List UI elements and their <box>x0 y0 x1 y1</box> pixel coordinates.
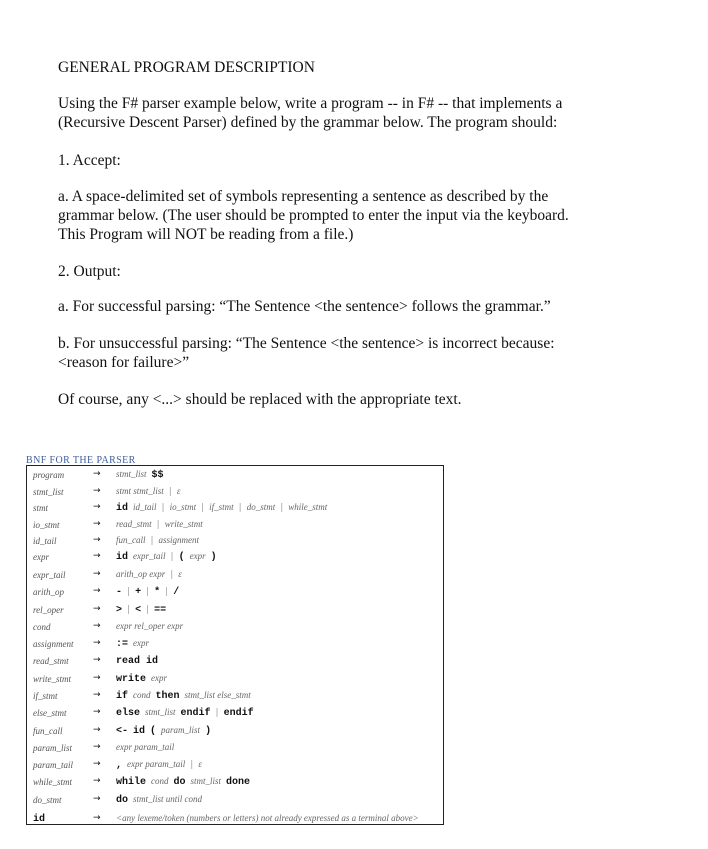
bnf-nonterminal: stmt_list <box>145 707 176 717</box>
bnf-alternative-separator: | <box>170 552 174 562</box>
bnf-nonterminal: io_stmt <box>169 502 197 512</box>
bnf-rule-row <box>27 793 443 810</box>
bnf-rule-lhs: id_tail <box>33 536 57 546</box>
accept-item-a-line-3: This Program will NOT be reading from a file.) <box>58 226 354 243</box>
bnf-nonterminal: id_tail <box>133 502 157 512</box>
bnf-nonterminal: stmt_list until cond <box>133 794 203 804</box>
bnf-terminal: $$ <box>151 470 164 481</box>
bnf-rule-lhs: param_list <box>33 743 73 753</box>
bnf-terminal: while <box>116 777 147 788</box>
bnf-alternative-separator: | <box>280 503 284 513</box>
bnf-terminal: ( <box>150 726 157 737</box>
bnf-rule-lhs: param_tail <box>33 760 74 770</box>
bnf-rule-lhs: while_stmt <box>33 777 73 787</box>
bnf-rule-rhs <box>116 742 174 752</box>
bnf-rule-row <box>27 485 443 502</box>
bnf-nonterminal: stmt_list else_stmt <box>184 690 251 700</box>
bnf-rule-rhs <box>116 794 202 806</box>
bnf-rule-arrow: → <box>93 759 101 769</box>
intro-line-2: (Recursive Descent Parser) defined by the grammar below. The program should: <box>58 114 558 131</box>
output-item-b-line-1: b. For unsuccessful parsing: “The Sentence <the sentence> is incorrect because: <box>58 335 555 352</box>
bnf-rule-row <box>27 775 443 792</box>
bnf-rule-row <box>27 741 443 758</box>
bnf-nonterminal: ε <box>178 569 182 579</box>
bnf-rule-arrow: → <box>93 469 101 479</box>
bnf-nonterminal: if_stmt <box>209 502 234 512</box>
bnf-terminal: endif <box>180 708 211 719</box>
bnf-alternative-separator: | <box>165 587 169 597</box>
bnf-alternative-separator: | <box>146 587 150 597</box>
bnf-terminal: ) <box>205 726 212 737</box>
bnf-rule-row <box>27 603 443 620</box>
bnf-rule-rhs <box>116 569 182 580</box>
bnf-rule-lhs: expr_tail <box>33 570 66 580</box>
bnf-terminal: write <box>116 674 147 685</box>
bnf-rule-rhs <box>116 621 183 631</box>
bnf-nonterminal: arith_op expr <box>116 569 166 579</box>
bnf-rule-lhs: else_stmt <box>33 708 67 718</box>
bnf-rule-lhs: expr <box>33 552 49 562</box>
bnf-rule-row <box>27 672 443 689</box>
bnf-nonterminal: stmt_list <box>116 469 147 479</box>
bnf-rule-rhs <box>116 604 166 616</box>
bnf-rule-arrow: → <box>93 794 101 804</box>
bnf-rule-row <box>27 501 443 518</box>
bnf-rule-lhs: write_stmt <box>33 674 72 684</box>
bnf-rule-row <box>27 654 443 671</box>
output-heading: 2. Output: <box>58 263 121 280</box>
bnf-terminal: else <box>116 708 141 719</box>
bnf-rule-arrow: → <box>93 621 101 631</box>
bnf-terminal: == <box>154 605 167 616</box>
bnf-rule-arrow: → <box>93 569 101 579</box>
bnf-nonterminal: expr <box>189 551 206 561</box>
bnf-rule-row <box>27 550 443 567</box>
bnf-rule-lhs: read_stmt <box>33 656 69 666</box>
bnf-rule-lhs: if_stmt <box>33 691 58 701</box>
bnf-rule-lhs: assignment <box>33 639 74 649</box>
bnf-rule-rhs <box>116 776 250 788</box>
bnf-rule-rhs <box>116 813 419 823</box>
bnf-rule-row <box>27 758 443 775</box>
bnf-nonterminal: read_stmt <box>116 519 152 529</box>
bnf-nonterminal: assignment <box>158 535 200 545</box>
bnf-rule-lhs: io_stmt <box>33 520 60 530</box>
bnf-terminal: do <box>116 795 129 806</box>
bnf-terminal: / <box>173 587 180 598</box>
bnf-rule-arrow: → <box>93 742 101 752</box>
bnf-nonterminal: param_list <box>161 725 201 735</box>
bnf-rule-arrow: → <box>93 673 101 683</box>
bnf-terminal: done <box>226 777 251 788</box>
output-item-a: a. For successful parsing: “The Sentence <the sentence> follows the grammar.” <box>58 298 551 315</box>
bnf-terminal: endif <box>223 708 254 719</box>
bnf-rule-rhs <box>116 486 180 497</box>
accept-heading: 1. Accept: <box>58 152 121 169</box>
bnf-alternative-separator: | <box>146 605 150 615</box>
bnf-rule-row <box>27 706 443 723</box>
bnf-rule-row <box>27 812 443 829</box>
bnf-rule-rhs <box>116 519 203 530</box>
bnf-rule-lhs: rel_oper <box>33 605 64 615</box>
bnf-nonterminal: cond <box>133 690 151 700</box>
accept-item-a-line-1: a. A space-delimited set of symbols representing a sentence as described by the <box>58 188 549 205</box>
bnf-terminal: do <box>173 777 186 788</box>
bnf-alternative-separator: | <box>215 708 219 718</box>
bnf-nonterminal: cond <box>151 776 169 786</box>
bnf-rule-arrow: → <box>93 519 101 529</box>
bnf-terminal: + <box>135 587 142 598</box>
bnf-rule-arrow: → <box>93 655 101 665</box>
bnf-rule-row <box>27 585 443 602</box>
bnf-rule-rhs <box>116 502 327 514</box>
bnf-alternative-separator: | <box>161 503 165 513</box>
bnf-nonterminal: expr <box>133 638 150 648</box>
bnf-nonterminal: expr param_tail <box>127 759 186 769</box>
bnf-rule-row <box>27 620 443 637</box>
bnf-rule-arrow: → <box>93 535 101 545</box>
bnf-rule-rhs <box>116 551 217 563</box>
bnf-terminal: := <box>116 639 129 650</box>
bnf-nonterminal: stmt_list <box>190 776 222 786</box>
bnf-terminal: - <box>116 587 123 598</box>
bnf-terminal: < <box>135 605 142 616</box>
bnf-rule-arrow: → <box>93 690 101 700</box>
bnf-rule-rhs <box>116 673 167 685</box>
bnf-title: BNF FOR THE PARSER <box>26 455 136 466</box>
intro-line-1: Using the F# parser example below, write a program -- in F# -- that implements a <box>58 95 563 112</box>
bnf-nonterminal: ε <box>176 486 181 496</box>
bnf-rule-arrow: → <box>93 707 101 717</box>
bnf-terminal: , <box>116 760 123 771</box>
bnf-alternative-separator: | <box>201 503 205 513</box>
bnf-rule-rhs <box>116 759 202 771</box>
bnf-rule-row <box>27 689 443 706</box>
bnf-rule-arrow: → <box>93 551 101 561</box>
bnf-terminal: id <box>116 552 129 563</box>
bnf-terminal: * <box>154 587 161 598</box>
bnf-alternative-separator: | <box>156 520 160 530</box>
bnf-nonterminal: while_stmt <box>288 502 328 512</box>
bnf-rule-rhs <box>116 690 251 702</box>
bnf-rule-row <box>27 534 443 551</box>
bnf-rule-lhs: id <box>33 814 46 825</box>
bnf-rule-row <box>27 568 443 585</box>
bnf-terminal: > <box>116 605 123 616</box>
bnf-rule-lhs: arith_op <box>33 587 65 597</box>
bnf-rule-lhs: program <box>33 470 65 480</box>
bnf-alternative-separator: | <box>127 587 131 597</box>
closing-note: Of course, any <...> should be replaced with the appropriate text. <box>58 391 462 408</box>
bnf-rule-arrow: → <box>93 813 101 823</box>
bnf-rule-row <box>27 468 443 485</box>
bnf-nonterminal: ε <box>198 759 202 769</box>
bnf-terminal: then <box>155 691 180 702</box>
bnf-rule-rhs <box>116 586 179 598</box>
bnf-alternative-separator: | <box>127 605 131 615</box>
bnf-terminal: ) <box>210 552 217 563</box>
bnf-rule-row <box>27 724 443 741</box>
bnf-alternative-separator: | <box>190 760 194 770</box>
bnf-alternative-separator: | <box>168 487 172 497</box>
bnf-rule-arrow: → <box>93 604 101 614</box>
bnf-rule-rhs <box>116 469 164 481</box>
bnf-terminal: <- <box>116 726 129 737</box>
bnf-rule-lhs: do_stmt <box>33 795 62 805</box>
bnf-terminal: read id <box>116 656 159 667</box>
bnf-nonterminal: stmt stmt_list <box>116 486 164 496</box>
output-item-b-line-2: <reason for failure>” <box>58 354 190 371</box>
bnf-rule-lhs: cond <box>33 622 51 632</box>
bnf-nonterminal: expr_tail <box>133 551 166 561</box>
bnf-rule-arrow: → <box>93 638 101 648</box>
bnf-rule-arrow: → <box>93 502 101 512</box>
bnf-rule-row <box>27 637 443 654</box>
bnf-nonterminal: expr param_tail <box>116 742 175 752</box>
bnf-grammar-table <box>26 465 444 825</box>
bnf-nonterminal: write_stmt <box>164 519 203 529</box>
bnf-nonterminal: expr rel_oper expr <box>116 621 184 631</box>
bnf-terminal: if <box>116 691 129 702</box>
section-heading: GENERAL PROGRAM DESCRIPTION <box>58 59 315 76</box>
bnf-nonterminal: do_stmt <box>246 502 276 512</box>
bnf-rule-rhs <box>116 707 254 719</box>
accept-item-a-line-2: grammar below. (The user should be prompted to enter the input via the keyboard. <box>58 207 569 224</box>
bnf-rule-arrow: → <box>93 725 101 735</box>
bnf-nonterminal: expr <box>151 673 168 683</box>
bnf-rule-arrow: → <box>93 776 101 786</box>
bnf-rule-row <box>27 518 443 535</box>
bnf-rule-rhs <box>116 638 149 650</box>
bnf-rule-rhs <box>116 655 158 667</box>
bnf-rule-arrow: → <box>93 586 101 596</box>
bnf-alternative-separator: | <box>170 570 174 580</box>
bnf-rule-lhs: stmt <box>33 503 49 513</box>
bnf-terminal: ( <box>178 552 185 563</box>
bnf-terminal: id <box>116 503 129 514</box>
bnf-nonterminal: fun_call <box>116 535 146 545</box>
bnf-rule-rhs <box>116 725 211 737</box>
bnf-alternative-separator: | <box>150 536 154 546</box>
bnf-rule-lhs: fun_call <box>33 726 63 736</box>
bnf-rule-rhs <box>116 535 199 546</box>
bnf-rule-arrow: → <box>93 486 101 496</box>
bnf-alternative-separator: | <box>238 503 242 513</box>
bnf-rule-lhs: stmt_list <box>33 487 64 497</box>
bnf-terminal: id <box>133 726 146 737</box>
bnf-nonterminal: <any lexeme/token (numbers or letters) not already expressed as a terminal above> <box>116 813 419 823</box>
